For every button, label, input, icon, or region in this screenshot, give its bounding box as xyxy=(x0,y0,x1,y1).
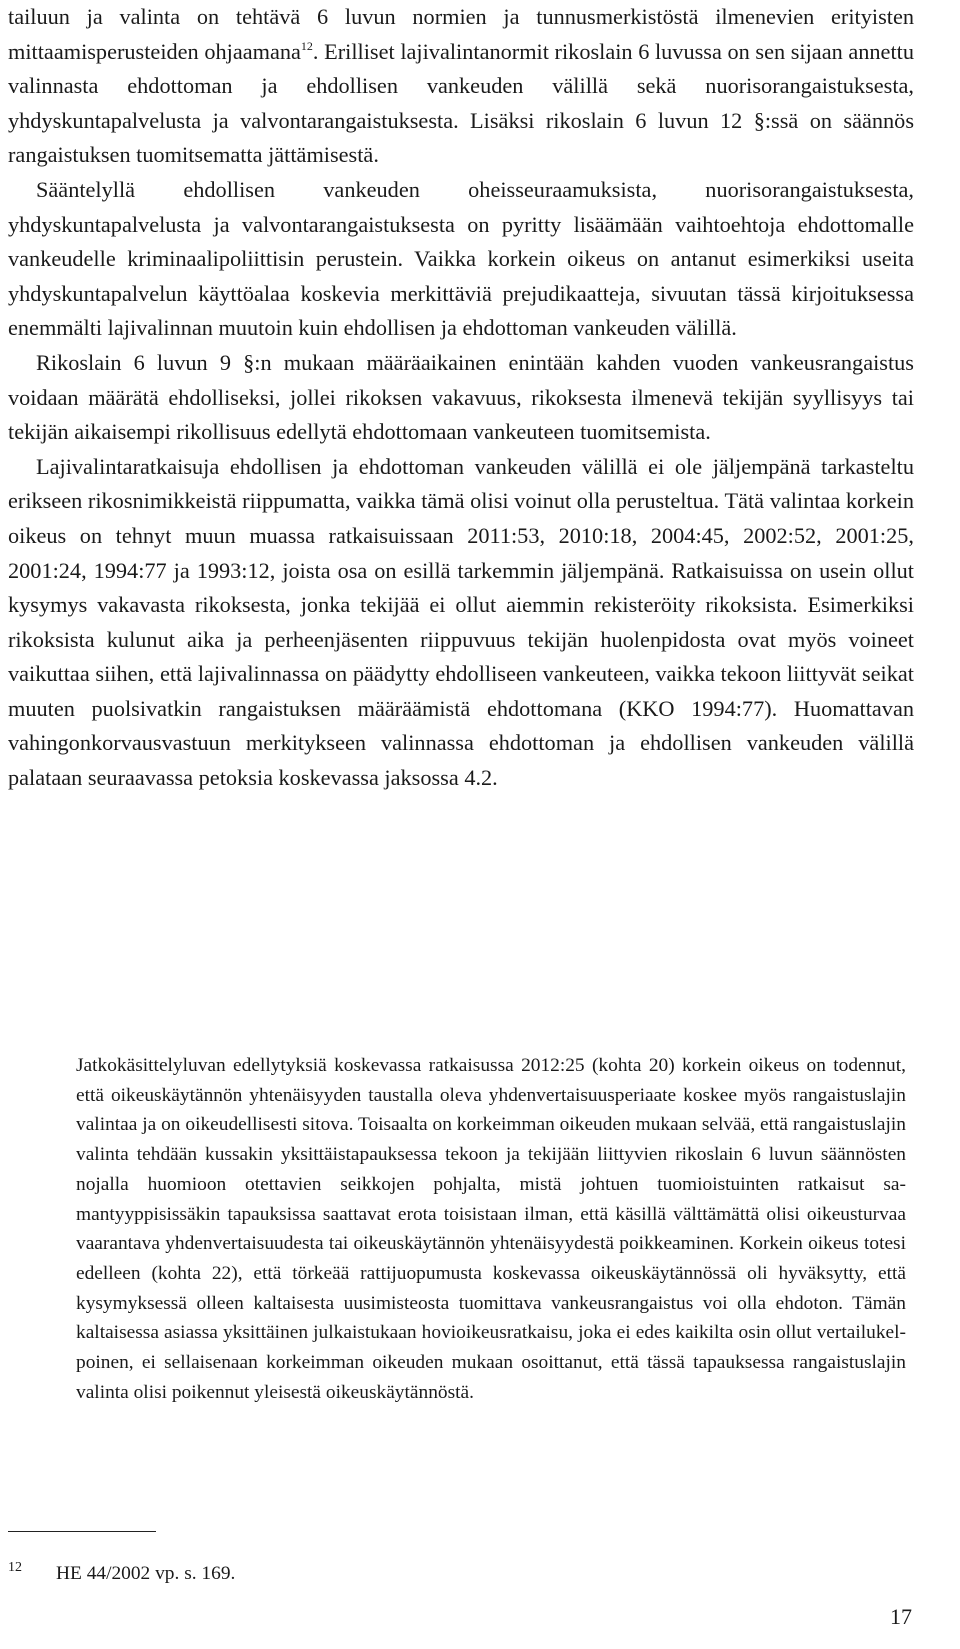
main-text xyxy=(8,0,914,796)
paragraph-3: Rikoslain 6 luvun 9 §:n mukaan määräaikainen enintään kahden vuoden vankeusrangaistus voidaan määrätä ehdolliseksi, jollei rikoksen vakavuus, rikoksesta ilmenevä tekijän syyllisyys tai tekijän aikaisempi rikollisuus edellytä ehdottomaan vankeuteen tuomitsemista. xyxy=(8,349,914,445)
footnote-reference: 12 xyxy=(300,38,313,53)
paragraph-1-text: tailuun ja valinta on tehtävä 6 luvun normien ja tunnusmerkistöstä ilmenevien erityisten mittaamisperusteiden ohjaamana xyxy=(8,4,914,64)
page-content xyxy=(8,0,914,796)
block-quote: Jatkokäsittelyluvan edellytyksiä koskevassa ratkaisussa 2012:25 (kohta 20) korkein oikeus on todennut, että oikeuskäytännön yhtenäisyyden taustalla oleva yhdenvertaisuusperiaate koskee myös rangaistuslajin valintaa ja on oikeudellisesti sitova. Toisaalta on korkeimman oikeuden mukaan selvää, että rangaistuslajin valinta tehdään kussakin yksittäistapauksessa tekoon ja tekijään liittyvien rikoslain 6 luvun säännösten nojalla huomioon otettavien seikkojen pohjalta, mistä johtuen tuomioistuinten ratkaisut samantyyppisissäkin tapauksissa saattavat erota toisistaan ilman, että käsillä välttämättä olisi oikeusturvaa vaarantava yhdenvertaisuudesta tai oikeuskäytännön yhtenäisyydestä poikkeaminen. Korkein oikeus totesi edelleen (kohta 22), että törkeää rattijuopumusta koskevassa oikeuskäytännössä oli hyväksytty, että kysymyksessä olleen kaltaisesta uusimisteosta tuomittava vankeusrangaistus voi olla ehdoton. Tämän kaltaisessa asiassa yksittäinen julkaistukaan hovioikeusratkaisu, joka ei edes kaikilta osin ollut vertailukelpoinen, ei sellaisenaan korkeimman oikeuden mukaan osoittanut, että tässä tapauksessa rangaistuslajin valinta olisi poikennut yleisestä oikeuskäytännöstä. xyxy=(76,1055,906,1403)
footnote-text: HE 44/2002 vp. s. 169. xyxy=(56,1563,236,1584)
page-number: 17 xyxy=(890,1604,912,1629)
paragraph-1: tailuun ja valinta on tehtävä 6 luvun normien ja tunnusmerkistöstä ilmenevien erityisten mittaamisperusteiden ohjaamana$^{12}$. Erilliset lajivalintanormit rikoslain 6 luvussa on sen sijaan annettu valinnasta ehdottoman ja ehdollisen vankeuden välillä sekä nuorisorangaistuksesta, yhdyskuntapalvelusta ja valvontarangaistuksesta. Lisäksi rikoslain 6 luvun 12 §:ssä on säännös rangaistuksen tuomitsematta jättämisestä. xyxy=(8,4,914,168)
paragraph-4: Lajivalintaratkaisuja ehdollisen ja ehdottoman vankeuden välillä ei ole jäljempänä tarkasteltu erikseen rikosnimikkeistä riippumatta, vaikka tämä olisi voinut olla perusteltua. Tätä valintaa korkein oikeus on tehnyt muun muassa ratkaisuissaan 2011:53, 2010:18, 2004:45, 2002:52, 2001:25, 2001:24, 1994:77 ja 1993:12, joista osa on esillä tarkemmin jäljempänä. Ratkaisuissa on usein ollut kysymys vakavasta rikoksesta, jonka tekijää ei ollut aiemmin rekisteröity rikoksista. Esimerkiksi rikoksista kulunut aika ja perheenjäsenten riippuvuus tekijän huolenpidosta ovat myös voineet vaikuttaa siihen, että lajivalinnassa on päädytty ehdolliseen vankeuteen, vaikka tekoon liittyvät seikat muuten puolsivatkin rangaistuksen määräämistä ehdottomana (KKO 1994:77). Huomattavan vahingonkorvausvastuun merkitykseen valinnassa ehdottoman ja ehdollisen vankeuden välillä palataan seuraavassa petoksia koskevassa jaksossa 4.2. xyxy=(8,453,914,791)
footnote xyxy=(8,1555,235,1587)
footnote-divider xyxy=(8,1531,156,1532)
paragraph-1-continued: Erilliset lajivalintanormit rikoslain 6 luvussa on sen sijaan annettu valinnasta ehdottoman ja ehdollisen vankeuden välillä sekä nuorisorangaistuksesta, yhdyskuntapalvelusta ja valvontarangaistuksesta. Lisäksi rikoslain 6 luvun 12 §:ssä on säännös rangaistuksen tuomitsematta jättämisestä. xyxy=(8,38,914,168)
paragraph-2: Sääntelyllä ehdollisen vankeuden oheisseuraamuksista, nuorisorangaistuksesta, yhdyskuntapalvelusta ja valvontarangaistuksesta on pyritty lisäämään vaihtoehtoja ehdottomalle vankeudelle kriminaalipoliittisin perustein. Vaikka korkein oikeus on antanut esimerkiksi useita yhdyskuntapalvelun käyttöalaa koskevia merkittäviä prejudikaatteja, sivuutan tässä kirjoituksessa enemmälti lajivalinnan muutoin kuin ehdollisen ja ehdottoman vankeuden välillä. xyxy=(8,176,914,341)
footnote-number: 12 xyxy=(8,1560,22,1575)
